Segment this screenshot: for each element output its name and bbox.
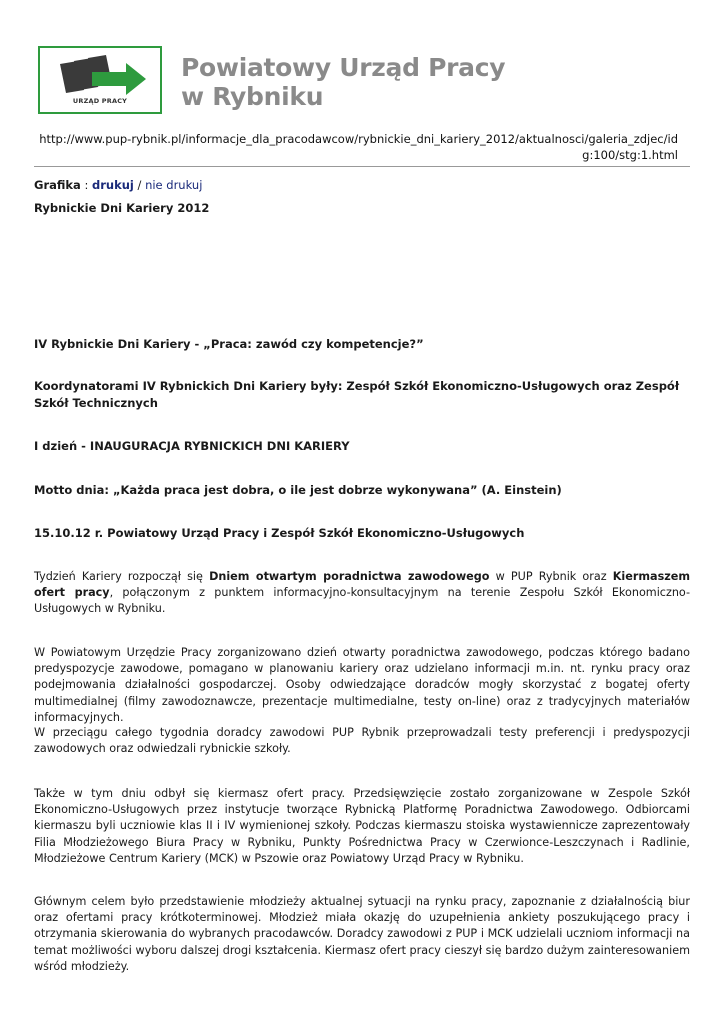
org-name-line1: Powiatowy Urząd Pracy	[181, 53, 506, 82]
page-header	[0, 0, 725, 130]
print-link[interactable]: drukuj	[92, 178, 134, 192]
no-print-link[interactable]: nie drukuj	[145, 178, 203, 192]
paragraph-goal: Głównym celem było przedstawienie młodzieży aktualnej sytuacji na rynku pracy, zapoznanie z działalnością biur oraz ofertami pracy krótkoterminowej. Młodzież miała okazję do uzupełnienia ankiety poszukującego pracy i otrzymania skierowania do wybranych pracodawców. Doradcy zawodowi z PUP i MCK udzielali uczniom informacji na temat możliwości wyboru dalszej drogi kształcenia. Kiermasz ofert pracy cieszył się bardzo dużym zainteresowaniem wśród młodzieży.	[34, 895, 690, 973]
header-divider	[34, 166, 690, 167]
page-url: http://www.pup-rybnik.pl/informacje_dla_pracodawcow/rybnickie_dni_kariery_2012/aktualnosci/galeria_zdjec/idg:100/stg:1.html	[39, 132, 678, 162]
graphics-label: Grafika	[34, 178, 81, 192]
separator: /	[133, 178, 146, 192]
text: Tydzień Kariery rozpoczął się	[34, 570, 210, 583]
separator: :	[80, 178, 92, 192]
text: , połączonym z punktem informacyjno-konsultacyjnym na terenie Zespołu Szkół Ekonomiczno-Usługowych w Rybniku.	[34, 586, 690, 616]
paragraph-tests: W przeciągu całego tygodnia doradcy zawodowi PUP Rybnik przeprowadzali testy preferencji i predyspozycji zawodowych oraz odwiedzali rybnickie szkoły.	[34, 726, 690, 756]
logo-caption: URZĄD PRACY	[72, 97, 128, 105]
heading-day-one: I dzień - INAUGURACJA RYBNICKICH DNI KARIERY	[34, 439, 350, 453]
heading-coordinators: Koordynatorami IV Rybnickich Dni Kariery były: Zespół Szkół Ekonomiczno-Usługowych oraz Zespół Szkół Technicznych	[34, 379, 680, 410]
bold-text: Dniem otwartym poradnictwa zawodowego	[209, 570, 490, 583]
page-title: Rybnickie Dni Kariery 2012	[34, 201, 210, 215]
organization-name	[181, 53, 505, 111]
heading-event: IV Rybnickie Dni Kariery - „Praca: zawód czy kompetencje?”	[34, 337, 424, 351]
heading-date: 15.10.12 r. Powiatowy Urząd Pracy i Zespół Szkół Ekonomiczno-Usługowych	[34, 526, 525, 540]
bold-text: Kiermaszem ofert pracy	[34, 570, 690, 600]
print-options	[34, 178, 202, 192]
logo	[38, 46, 162, 114]
text: w PUP Rybnik oraz	[489, 570, 613, 583]
paragraph-intro	[34, 569, 690, 618]
paragraph-job-fair: Także w tym dniu odbył się kiermasz ofert pracy. Przedsięwzięcie zostało zorganizowane w Zespole Szkół Ekonomiczno-Usługowych przez instytucje tworzące Rybnicką Platformę Poradnictwa Zawodowego. Odbiorcami kiermaszu byli uczniowie klas II i IV wymienionej szkoły. Podczas kiermaszu stoiska wystawiennicze zaprezentowały Filia Młodzieżowego Biura Pracy w Rybniku, Punkty Pośrednictwa Pracy w Czerwionce-Leszczynach i Radlinie, Młodzieżowe Centrum Kariery (MCK) w Pszowie oraz Powiatowy Urząd Pracy w Rybniku.	[34, 787, 690, 865]
org-name-line2: w Rybniku	[181, 82, 324, 111]
heading-motto: Motto dnia: „Każda praca jest dobra, o ile jest dobrze wykonywana” (A. Einstein)	[34, 483, 562, 497]
paragraph-open-day: W Powiatowym Urzędzie Pracy zorganizowano dzień otwarty poradnictwa zawodowego, podczas którego badano predyspozycje zawodowe, pomagano w planowaniu kariery oraz udzielano informacji m.in. nt. rynku pracy oraz podejmowania działalności gospodarczej. Osoby odwiedzające doradców mogły skorzystać z bogatej oferty multimedialnej (filmy zawodoznawcze, prezentacje multimedialne, testy on-line) oraz z tradycyjnych materiałów informacyjnych.	[34, 646, 690, 724]
